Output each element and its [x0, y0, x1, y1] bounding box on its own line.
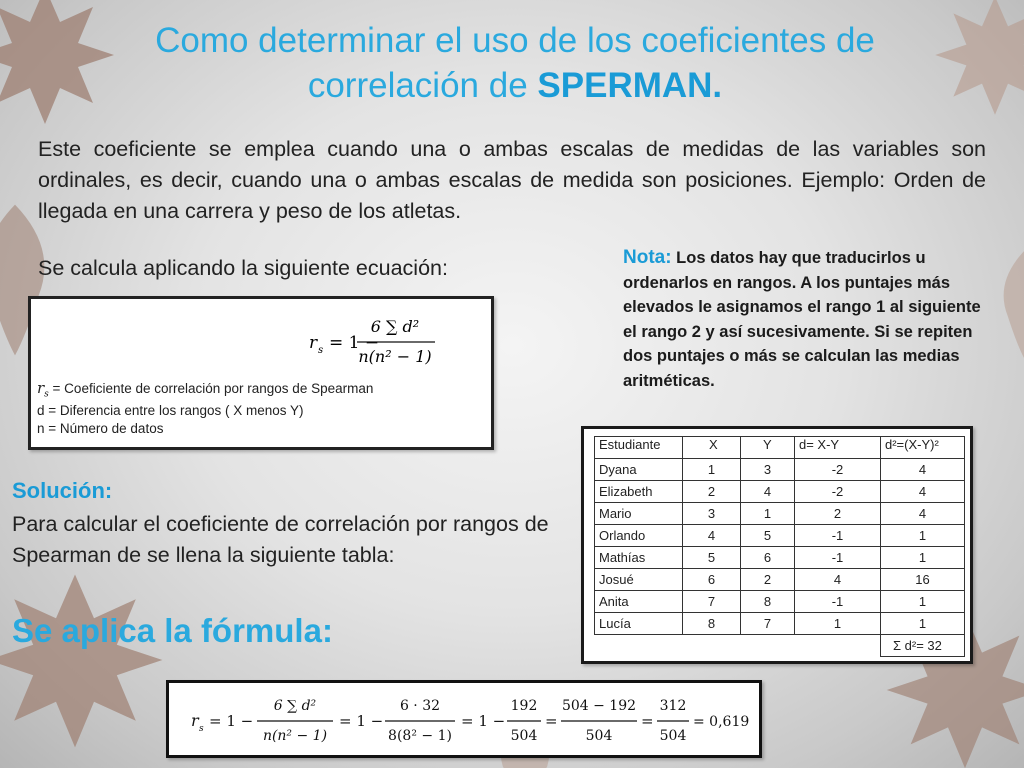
result-term-2: = 1 − — [339, 712, 384, 730]
table-cell-value: -2 — [795, 459, 881, 481]
result-f4-den: 504 — [585, 728, 613, 744]
slide-title-line2-bold: SPERMAN. — [537, 66, 723, 105]
table-row — [595, 525, 965, 547]
table-cell-student: Mario — [595, 503, 683, 525]
intro-paragraph: Este coeficiente se emplea cuando una o ambas escalas de medidas de las variables son ordinales, es decir, cuando una o ambas escalas de medida son posiciones. Ejemplo: Orden de llegada en una carrera y peso de los atletas. — [38, 137, 986, 223]
note-block — [623, 246, 985, 393]
result-f3-den: 504 — [510, 728, 538, 744]
legend-rs-text: = Coeficiente de correlación por rangos de Spearman — [48, 381, 374, 396]
table-cell-value: 8 — [683, 613, 741, 635]
spearman-formula — [31, 299, 491, 379]
equation-intro-text: Se calcula aplicando la siguiente ecuación: — [38, 256, 448, 280]
table-row — [595, 503, 965, 525]
table-cell-value: 2 — [795, 503, 881, 525]
formula-equals: = 1 − — [329, 333, 380, 353]
table-cell-value: 4 — [881, 481, 965, 503]
table-cell-value: 1 — [881, 547, 965, 569]
result-f2-den: 8(8² − 1) — [388, 728, 452, 744]
legend-row-n: n = Número de datos — [37, 421, 164, 436]
table-cell-student: Mathías — [595, 547, 683, 569]
spearman-equation-box — [28, 296, 494, 450]
result-f4-num: 504 − 192 — [561, 698, 637, 714]
legend-row-d: d = Diferencia entre los rangos ( X menos Y) — [37, 403, 304, 418]
result-value: = 0,619 — [693, 714, 750, 730]
slide-title-line2 — [60, 63, 970, 108]
table-cell-value: 4 — [881, 459, 965, 481]
result-f5-num: 312 — [659, 698, 687, 714]
result-term-1: = 1 − — [209, 712, 254, 730]
result-f1-num: 6 ∑ d² — [273, 698, 317, 714]
table-header-cell: Estudiante — [595, 437, 683, 459]
solution-text: Para calcular el coeficiente de correlación por rangos de Spearman de se llena la siguiente tabla: — [12, 512, 549, 567]
table-row — [595, 591, 965, 613]
table-cell-value: 5 — [683, 547, 741, 569]
table-cell-student: Josué — [595, 569, 683, 591]
table-cell-value: 6 — [741, 547, 795, 569]
table-sum-row — [595, 635, 965, 657]
legend-rs-sub: s — [44, 389, 49, 400]
table-cell-value: 8 — [741, 591, 795, 613]
table-cell-value: 5 — [741, 525, 795, 547]
table-cell-value: 1 — [795, 613, 881, 635]
result-f5-den: 504 — [659, 728, 687, 744]
table-cell-value: -1 — [795, 547, 881, 569]
legend-row-rs — [37, 379, 373, 400]
table-row — [595, 613, 965, 635]
ranking-table-box — [581, 426, 973, 664]
table-row — [595, 569, 965, 591]
result-term-5: = — [641, 712, 654, 730]
table-cell-value: 4 — [683, 525, 741, 547]
table-cell-value: 1 — [741, 503, 795, 525]
slide-title — [60, 18, 970, 108]
table-cell-value: 7 — [683, 591, 741, 613]
note-label: Nota: — [623, 247, 672, 268]
table-cell-student: Dyana — [595, 459, 683, 481]
table-cell-value: 7 — [741, 613, 795, 635]
leaf-decoration-right-icon — [985, 230, 1024, 380]
table-cell-student: Lucía — [595, 613, 683, 635]
table-cell-student: Elizabeth — [595, 481, 683, 503]
result-formula-box — [166, 680, 762, 758]
table-cell-value: 6 — [683, 569, 741, 591]
table-cell-value: 4 — [881, 503, 965, 525]
table-cell-student: Anita — [595, 591, 683, 613]
table-row — [595, 459, 965, 481]
table-cell-value: 1 — [881, 613, 965, 635]
formula-lhs-sub: s — [318, 345, 324, 356]
table-cell-value: 4 — [741, 481, 795, 503]
table-empty-cell — [595, 635, 683, 657]
table-cell-value: 3 — [741, 459, 795, 481]
table-empty-cell — [795, 635, 881, 657]
table-empty-cell — [741, 635, 795, 657]
table-header-row — [595, 437, 965, 459]
result-formula — [169, 683, 759, 755]
table-cell-value: 16 — [881, 569, 965, 591]
table-row — [595, 481, 965, 503]
table-header-cell: X — [683, 437, 741, 459]
note-text: Los datos hay que traducirlos u ordenarlos en rangos. A los puntajes más elevados le asignamos el rango 1 al siguiente el rango 2 y así sucesivamente. Si se repiten dos puntajes o más se calculan las medias aritméticas. — [623, 249, 981, 390]
result-f3-num: 192 — [510, 698, 538, 714]
table-sum-cell: Σ d²= 32 — [881, 635, 965, 657]
table-cell-value: 3 — [683, 503, 741, 525]
result-term-3: = 1 − — [461, 712, 506, 730]
table-header-cell: Y — [741, 437, 795, 459]
result-term-4: = — [545, 712, 558, 730]
solution-title: Solución: — [12, 478, 113, 503]
table-cell-value: -1 — [795, 525, 881, 547]
result-lhs: r — [191, 711, 199, 730]
table-row — [595, 547, 965, 569]
table-cell-value: -1 — [795, 591, 881, 613]
table-cell-value: 4 — [795, 569, 881, 591]
formula-lhs: r — [309, 333, 318, 353]
table-cell-value: 1 — [881, 591, 965, 613]
result-f1-den: n(n² − 1) — [262, 728, 328, 744]
table-header-cell: d²=(X-Y)² — [881, 437, 965, 459]
slide-title-line1: Como determinar el uso de los coeficientes de — [155, 21, 875, 60]
table-empty-cell — [683, 635, 741, 657]
leaf-decoration-bottom-left-icon — [0, 560, 170, 760]
table-cell-value: -2 — [795, 481, 881, 503]
result-lhs-sub: s — [199, 724, 204, 734]
table-cell-student: Orlando — [595, 525, 683, 547]
table-cell-value: 2 — [683, 481, 741, 503]
table-cell-value: 1 — [881, 525, 965, 547]
formula-denominator: n(n² − 1) — [358, 347, 432, 366]
table-header-cell: d= X-Y — [795, 437, 881, 459]
apply-formula-heading: Se aplica la fórmula: — [12, 612, 333, 649]
slide-title-line2-prefix: correlación de — [307, 66, 538, 105]
table-cell-value: 2 — [741, 569, 795, 591]
ranking-table — [594, 436, 965, 657]
formula-numerator: 6 ∑ d² — [370, 317, 420, 336]
table-cell-value: 1 — [683, 459, 741, 481]
legend-rs-symbol: r — [37, 379, 45, 397]
result-f2-num: 6 · 32 — [399, 698, 441, 714]
